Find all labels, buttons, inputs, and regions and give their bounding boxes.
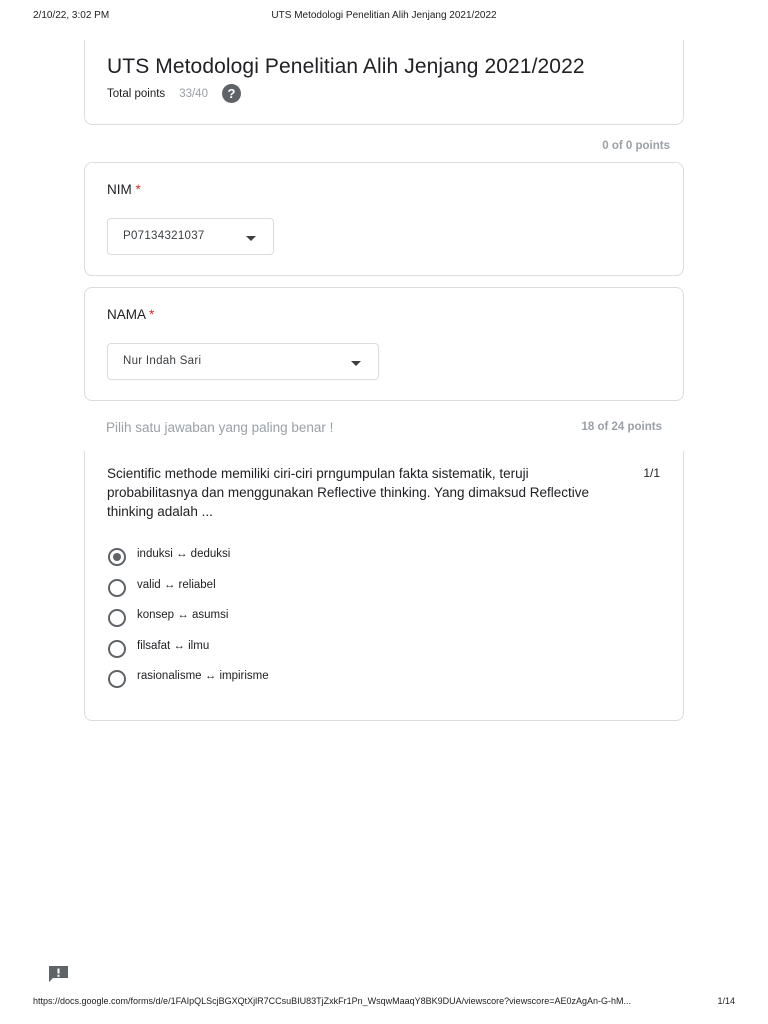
radio-unchecked-icon[interactable]	[108, 640, 126, 658]
radio-checked-icon[interactable]	[108, 548, 126, 566]
nama-required-marker: *	[149, 307, 155, 322]
nama-dropdown[interactable]	[107, 343, 379, 380]
nim-dropdown-value: P07134321037	[123, 230, 205, 242]
nama-label-text: NAMA	[107, 307, 146, 322]
answer-option-label: filsafat ↔ ilmu	[137, 639, 210, 652]
total-points-row	[107, 84, 241, 103]
nim-question-card	[84, 162, 684, 276]
nim-label	[107, 182, 141, 197]
print-footer	[33, 996, 735, 1010]
form-title: UTS Metodologi Penelitian Alih Jenjang 2021/2022	[107, 55, 585, 78]
radio-unchecked-icon[interactable]	[108, 579, 126, 597]
print-doc-title: UTS Metodologi Penelitian Alih Jenjang 2021/2022	[271, 10, 497, 21]
question1-card	[84, 451, 684, 721]
question1-score: 1/1	[643, 466, 660, 480]
print-url: https://docs.google.com/forms/d/e/1FAIpQLScjBGXQtXjlR7CCsuBIU83TjZxkFr1Pn_WsqwMaaqY8BK9DUA/viewscore?viewscore=AE0zAgAn-G-hM...	[33, 996, 631, 1006]
radio-unchecked-icon[interactable]	[108, 670, 126, 688]
nama-dropdown-value: Nur Indah Sari	[123, 355, 202, 367]
nim-required-marker: *	[135, 182, 141, 197]
radio-unchecked-icon[interactable]	[108, 609, 126, 627]
section1-points: 0 of 0 points	[602, 140, 670, 152]
nama-label	[107, 307, 154, 322]
print-datetime: 2/10/22, 3:02 PM	[33, 10, 110, 21]
help-icon[interactable]: ?	[222, 84, 241, 103]
answer-option-label: konsep ↔ asumsi	[137, 609, 229, 621]
nim-label-text: NIM	[107, 182, 132, 197]
answer-option-label: induksi ↔ deduksi	[137, 548, 231, 560]
print-header	[33, 10, 735, 26]
nim-dropdown[interactable]	[107, 218, 274, 255]
feedback-icon[interactable]	[48, 965, 69, 982]
chevron-down-icon	[351, 361, 361, 366]
form-title-card	[84, 40, 684, 125]
question1-text: Scientific methode memiliki ciri-ciri prngumpulan fakta sistematik, teruji probabilitasnya dan menggunakan Reflective thinking. Yang dimaksud Reflective thinking adalah ...	[107, 466, 590, 519]
section2-description: Pilih satu jawaban yang paling benar !	[106, 420, 334, 435]
chevron-down-icon	[246, 236, 256, 241]
section2-points: 18 of 24 points	[581, 421, 662, 433]
answer-option-label: rasionalisme ↔ impirisme	[137, 670, 269, 682]
total-points-value: 33/40	[179, 87, 208, 100]
nama-question-card	[84, 287, 684, 401]
answer-option-label: valid ↔ reliabel	[137, 578, 216, 591]
total-points-label: Total points	[107, 87, 166, 100]
print-page-number: 1/14	[717, 996, 735, 1006]
